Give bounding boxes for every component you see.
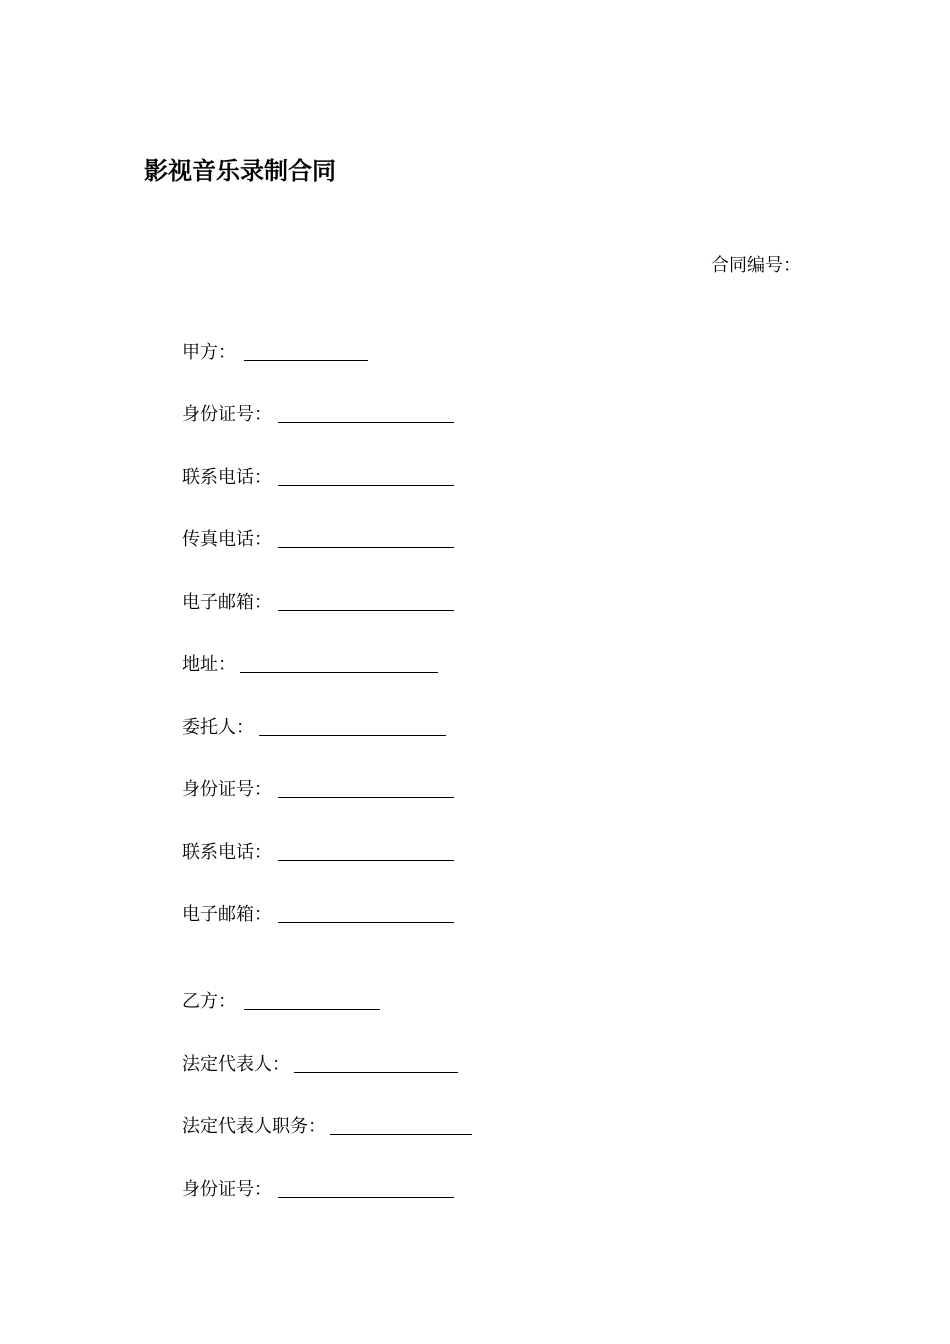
- party-a-agent-phone-label: 联系电话：: [182, 842, 272, 863]
- party-b-legal-rep-blank[interactable]: [294, 1072, 458, 1073]
- party-b-id-label: 身份证号：: [182, 1179, 272, 1200]
- party-a-id-label: 身份证号：: [182, 404, 272, 425]
- party-a-phone-label: 联系电话：: [182, 467, 272, 488]
- party-a-email-field: [182, 590, 454, 616]
- party-a-agent-blank[interactable]: [259, 735, 446, 736]
- document-title: 影视音乐录制合同: [144, 157, 336, 185]
- party-a-id-field: [182, 402, 454, 428]
- party-b-label: 乙方：: [182, 991, 236, 1012]
- party-a-agent-email-blank[interactable]: [278, 922, 454, 923]
- party-a-agent-email-label: 电子邮箱：: [182, 904, 272, 925]
- party-b-id-blank[interactable]: [278, 1197, 454, 1198]
- party-a-agent-id-field: [182, 777, 454, 803]
- party-a-agent-id-label: 身份证号：: [182, 779, 272, 800]
- party-a-address-blank[interactable]: [240, 672, 438, 673]
- party-a-agent-label: 委托人：: [182, 717, 254, 738]
- contract-number-label: 合同编号：: [711, 255, 801, 276]
- party-a-agent-email-field: [182, 902, 454, 928]
- party-b-blank[interactable]: [244, 1009, 380, 1010]
- party-a-id-blank[interactable]: [278, 422, 454, 423]
- party-a-agent-phone-blank[interactable]: [278, 860, 454, 861]
- party-a-agent-phone-field: [182, 840, 454, 866]
- party-b-id-field: [182, 1177, 454, 1203]
- party-b-legal-rep-title-field: [182, 1114, 472, 1140]
- party-b-legal-rep-label: 法定代表人：: [182, 1054, 290, 1075]
- party-a-blank[interactable]: [244, 360, 368, 361]
- party-a-phone-field: [182, 465, 454, 491]
- party-b-legal-rep-title-blank[interactable]: [330, 1134, 472, 1135]
- party-b-legal-rep-title-label: 法定代表人职务：: [182, 1116, 326, 1137]
- party-a-field: [182, 340, 368, 366]
- party-a-fax-blank[interactable]: [278, 547, 454, 548]
- party-a-address-field: [182, 652, 438, 678]
- party-a-label: 甲方：: [182, 342, 236, 363]
- party-a-email-label: 电子邮箱：: [182, 592, 272, 613]
- party-a-address-label: 地址：: [182, 654, 236, 675]
- party-b-legal-rep-field: [182, 1052, 458, 1078]
- party-a-agent-id-blank[interactable]: [278, 797, 454, 798]
- party-a-fax-label: 传真电话：: [182, 529, 272, 550]
- party-a-agent-field: [182, 715, 446, 741]
- party-a-phone-blank[interactable]: [278, 485, 454, 486]
- party-b-field: [182, 989, 380, 1015]
- party-a-email-blank[interactable]: [278, 610, 454, 611]
- party-a-fax-field: [182, 527, 454, 553]
